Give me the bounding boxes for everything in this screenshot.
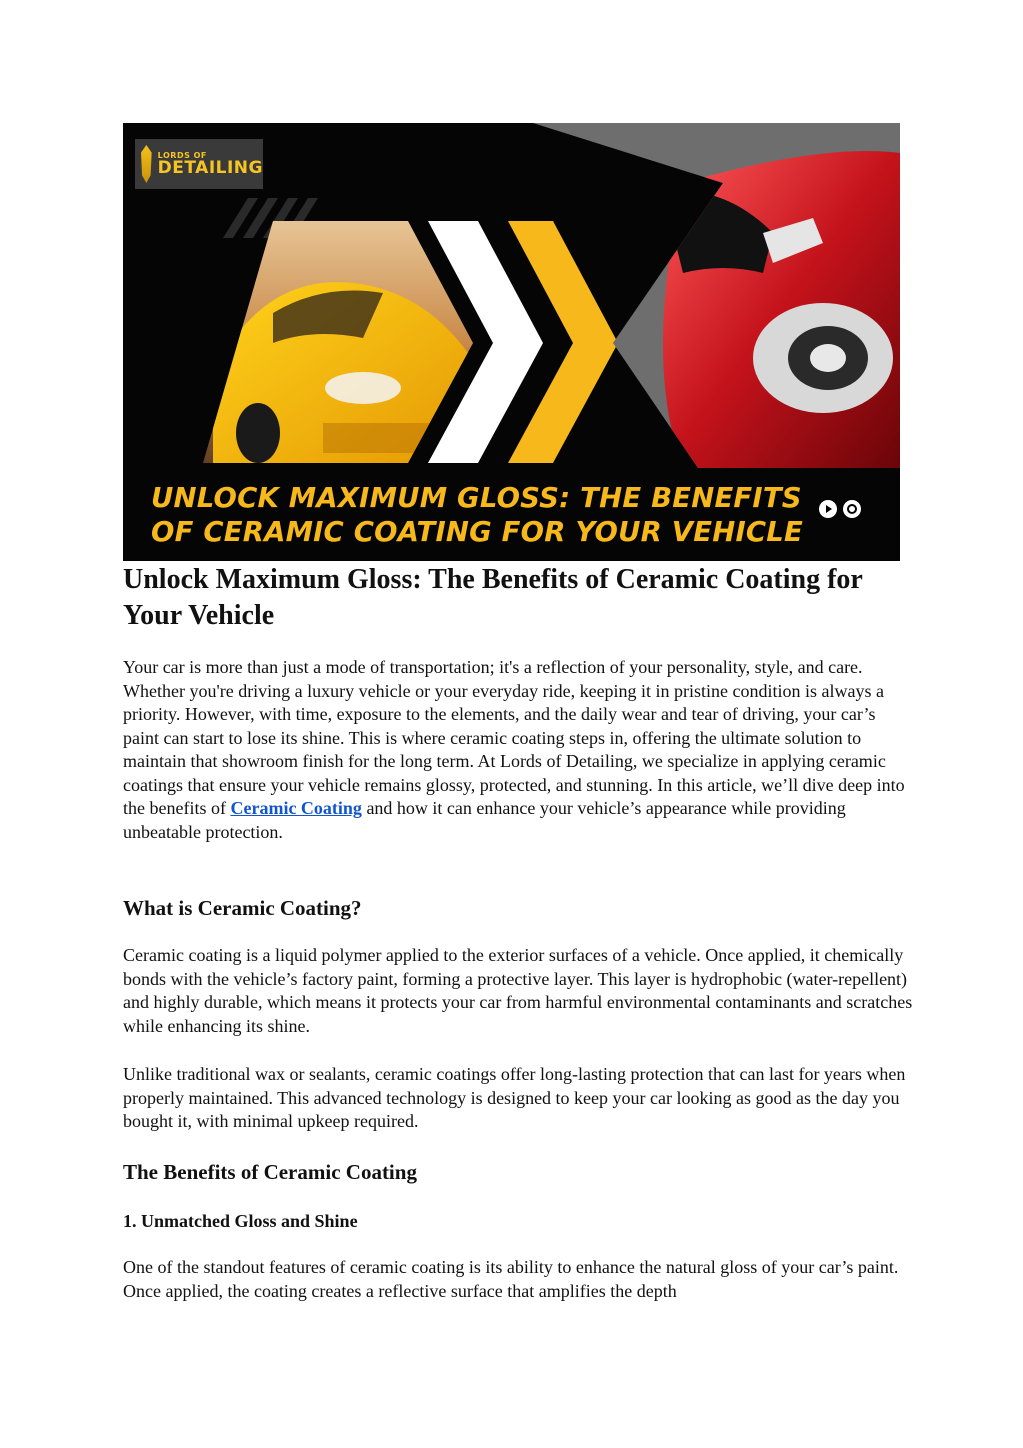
article-title: Unlock Maximum Gloss: The Benefits of Ceramic Coating for Your Vehicle: [123, 564, 863, 631]
subheading-gloss-shine: 1. Unmatched Gloss and Shine: [123, 1211, 358, 1231]
section1-paragraph-1: Ceramic coating is a liquid polymer applied to the exterior surfaces of a vehicle. Once applied, it chemically bonds with the vehicle’s factory paint, forming a protective layer. This layer is hydrophobic (water-repellent) and highly durable, which means it protects your car from harmful environmental contaminants and scratches while enhancing its shine.: [123, 945, 913, 1036]
helmet-icon: [141, 145, 152, 183]
logo-top-text: LORDS OF: [157, 150, 207, 160]
section1-paragraph-2: Unlike traditional wax or sealants, ceramic coatings offer long-lasting protection that can last for years when properly maintained. This advanced technology is designed to keep your car looking as good as the day you bought it, with minimal upkeep required.: [123, 1064, 906, 1131]
ceramic-coating-link[interactable]: Ceramic Coating: [230, 798, 362, 818]
yellow-car-photo: [193, 213, 483, 473]
gloss-paragraph: One of the standout features of ceramic coating is its ability to enhance the natural gloss of your car’s paint. Once applied, the coating creates a reflective surface that amplifies the depth: [123, 1257, 899, 1301]
logo-main-text: DETAILING: [157, 157, 263, 178]
play-icon[interactable]: [819, 500, 837, 518]
hero-banner-image: [123, 123, 900, 561]
banner-headline-line1: UNLOCK MAXIMUM GLOSS: THE BENEFITS: [151, 482, 802, 514]
banner-headline-line2: OF CERAMIC COATING FOR YOUR VEHICLE: [151, 516, 803, 548]
intro-text-before-link: Your car is more than just a mode of transportation; it's a reflection of your personality, style, and care. Whether you're driving a luxury vehicle or your everyday ride, keeping it in pristine condition is always a priority. However, with time, exposure to the elements, and the daily wear and tear of driving, your car’s paint can start to lose its shine. This is where ceramic coating steps in, offering the ultimate solution to maintain that showroom finish for the long term. At Lords of Detailing, we specialize in applying ceramic coatings that ensure your vehicle remains glossy, protected, and stunning. In this article, we’ll dive deep into the benefits of: [123, 657, 905, 818]
intro-paragraph: [123, 656, 913, 844]
section-heading-benefits: The Benefits of Ceramic Coating: [123, 1160, 417, 1184]
section-heading-what-is: What is Ceramic Coating?: [123, 896, 362, 920]
intro-text-after-link: and how it can enhance your vehicle’s appearance while providing unbeatable protection.: [123, 798, 846, 842]
banner-headline: [151, 481, 811, 549]
zoom-icon[interactable]: [843, 500, 861, 518]
lords-of-detailing-logo: [135, 139, 263, 189]
